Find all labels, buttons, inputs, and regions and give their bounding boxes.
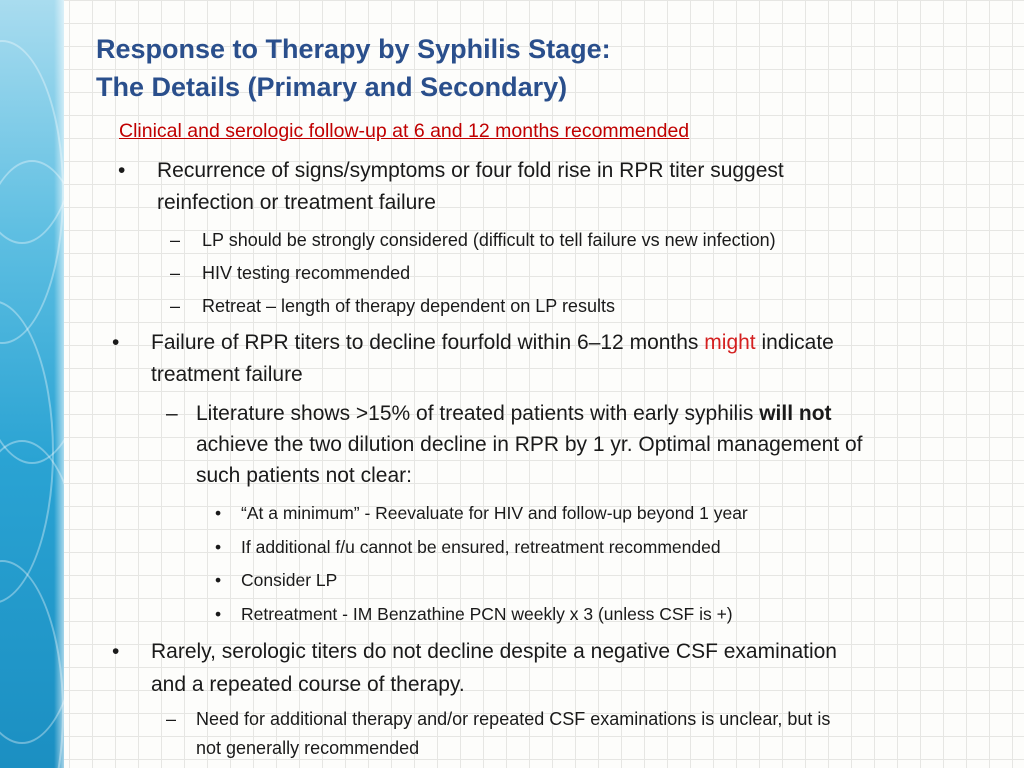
bullet-2-subsub-2: If additional f/u cannot be ensured, retreatment recommended (241, 537, 721, 557)
dash-marker: – (170, 230, 181, 250)
bullet-marker: • (215, 503, 222, 523)
bullet-1-line-2: reinfection or treatment failure (157, 191, 436, 214)
slide-title (96, 30, 996, 106)
bullet-marker: • (215, 604, 222, 624)
bullet-2-subsub-4: Retreatment - IM Benzathine PCN weekly x 3 (unless CSF is +) (241, 604, 733, 624)
bullet-marker: • (215, 570, 222, 590)
bullet-1-sub-3: Retreat – length of therapy dependent on LP results (202, 296, 615, 316)
bullet-1-line-1: Recurrence of signs/symptoms or four fold rise in RPR titer suggest (157, 159, 784, 182)
emphasis-will-not: will not (759, 402, 832, 425)
decorative-side-band (0, 0, 64, 768)
bullet-2-sub-1-line-1: Literature shows >15% of treated patients with early syphilis will not (196, 402, 832, 425)
bullet-2-sub-1-line-3: such patients not clear: (196, 464, 412, 487)
bullet-2-line-2: treatment failure (151, 363, 303, 386)
slide-title-line-1: Response to Therapy by Syphilis Stage: (96, 34, 611, 64)
bullet-2-sub-1-line-2: achieve the two dilution decline in RPR by 1 yr. Optimal management of (196, 433, 863, 456)
bullet-2-subsub-3: Consider LP (241, 570, 338, 590)
bullet-1-sub-1: LP should be strongly considered (difficult to tell failure vs new infection) (202, 230, 776, 250)
bullet-marker: • (118, 159, 126, 182)
bullet-3-line-1: Rarely, serologic titers do not decline despite a negative CSF examination (151, 640, 837, 663)
slide-title-line-2: The Details (Primary and Secondary) (96, 72, 568, 102)
bullet-marker: • (112, 331, 120, 354)
emphasis-might: might (704, 331, 756, 354)
dash-marker: – (170, 263, 181, 283)
dash-marker: – (166, 402, 178, 425)
follow-up-subheading: Clinical and serologic follow-up at 6 and 12 months recommended (119, 120, 690, 142)
bullet-2-line-1: Failure of RPR titers to decline fourfold within 6–12 months might indicate (151, 331, 834, 354)
dash-marker: – (170, 296, 181, 316)
bullet-3-sub-1-line-2: not generally recommended (196, 738, 420, 758)
bullet-2-subsub-1: “At a minimum” - Reevaluate for HIV and follow-up beyond 1 year (241, 503, 748, 523)
bullet-1-sub-2: HIV testing recommended (202, 263, 411, 283)
dash-marker: – (166, 709, 177, 729)
bullet-3-sub-1-line-1: Need for additional therapy and/or repeated CSF examinations is unclear, but is (196, 709, 831, 729)
bullet-marker: • (215, 537, 222, 557)
bullet-marker: • (112, 640, 120, 663)
bullet-3-line-2: and a repeated course of therapy. (151, 673, 465, 696)
